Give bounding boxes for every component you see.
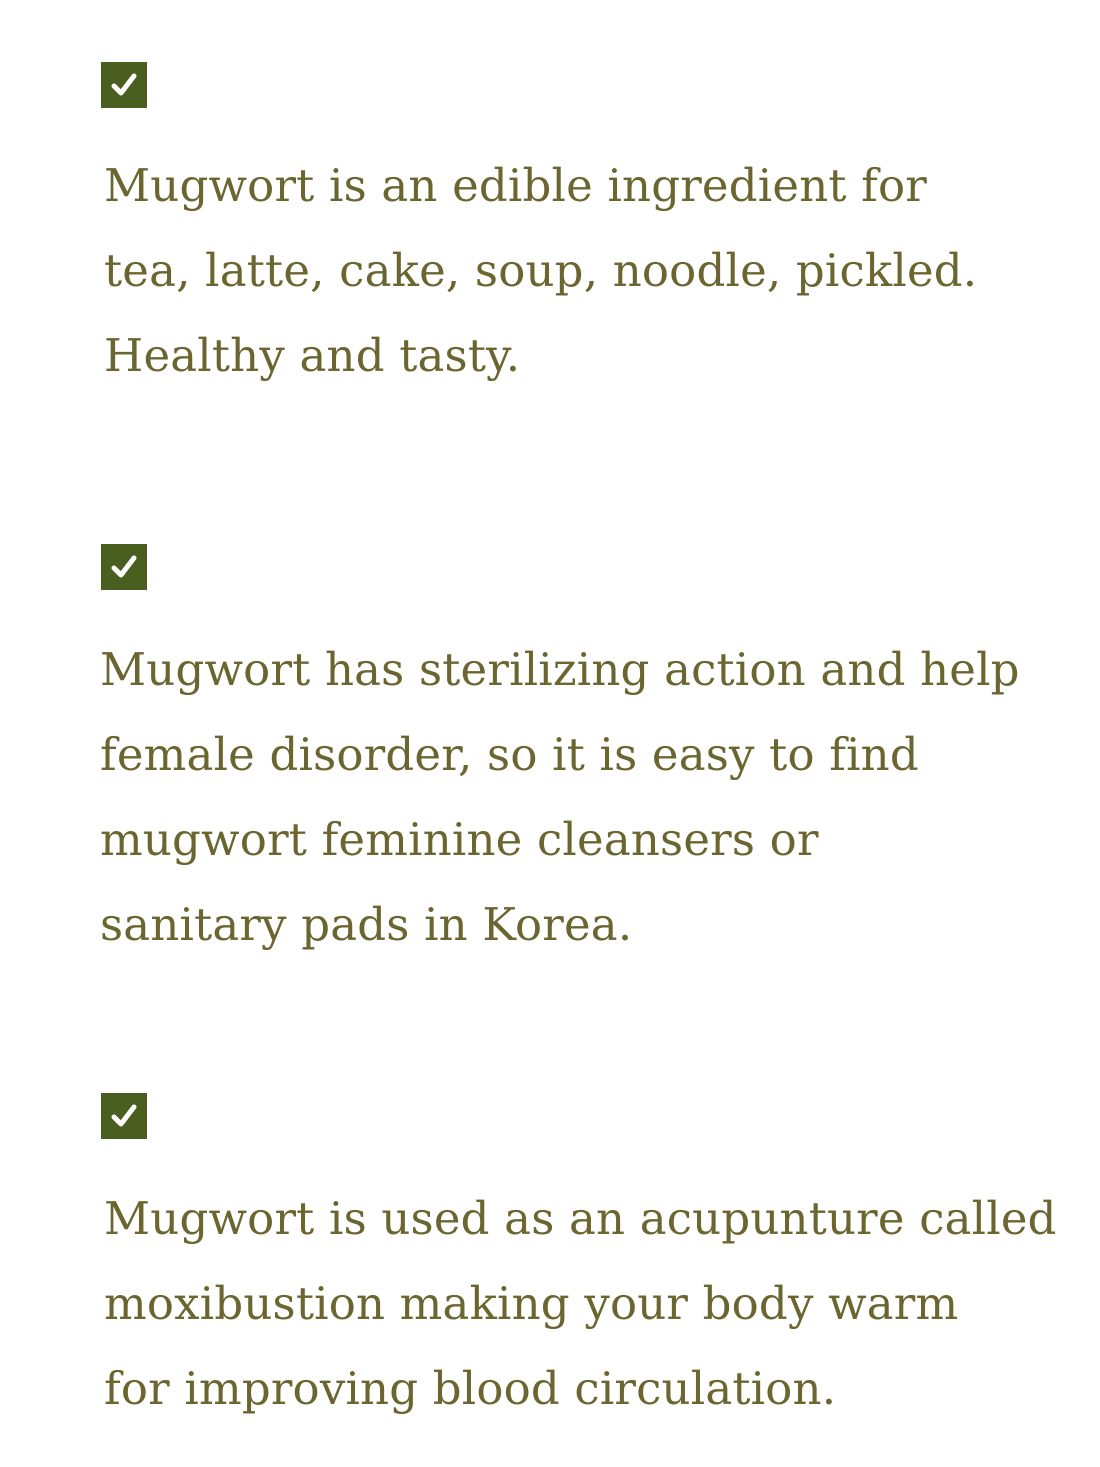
text-line: for improving blood circulation. [104,1362,837,1415]
benefit-text-edible [104,143,977,398]
text-line: tea, latte, cake, soup, noodle, pickled. [104,244,978,297]
benefit-text-moxibustion [104,1176,1057,1431]
checkbox-checked-icon [101,62,147,108]
checkbox-checked-icon [101,1093,147,1139]
text-line: mugwort feminine cleansers or [100,813,819,866]
text-line: Mugwort is used as an acupunture called [104,1192,1057,1245]
text-line: female disorder, so it is easy to find [100,728,919,781]
checkbox-checked-icon [101,544,147,590]
text-line: Mugwort has sterilizing action and help [100,643,1020,696]
text-line: sanitary pads in Korea. [100,898,633,951]
text-line: Mugwort is an edible ingredient for [104,159,928,212]
text-line: moxibustion making your body warm [104,1277,959,1330]
benefit-text-sterilizing [100,627,1020,967]
text-line: Healthy and tasty. [104,329,521,382]
